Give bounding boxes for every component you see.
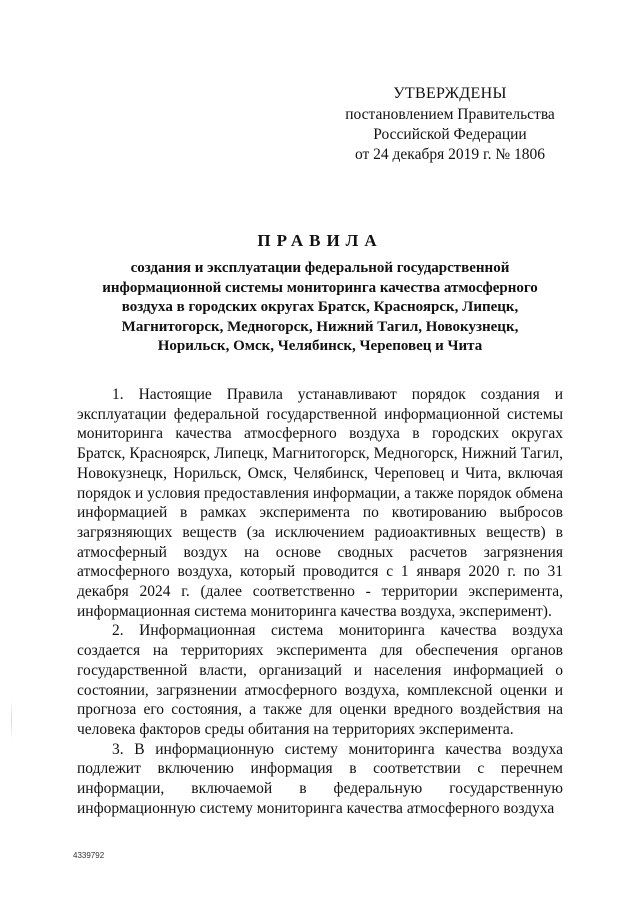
paragraph-2: 2. Информационная система мониторинга качества воздуха создается на территориях эксперимента для обеспечения органов государственной власти, организаций и населения информацией о состоянии, загрязнении атмосферного воздуха, комплексной оценки и прогноза его состояния, а также для оценки вредного воздействия на человека факторов среды обитания на территориях эксперимента. [77, 622, 563, 738]
document-body [77, 385, 563, 818]
paragraph-1: 1. Настоящие Правила устанавливают порядок создания и эксплуатации федеральной государственной информационной системы мониторинга качества атмосферного воздуха в городских округах Братск, Красноярск, Липецк, Магнитогорск, Медногорск, Нижний Тагил, Новокузнецк, Норильск, Омск, Челябинск, Череповец и Чита, включая порядок и условия предоставления информации, а также порядок обмена информацией в рамках эксперимента по квотированию выбросов загрязняющих веществ (за исключением радиоактивных веществ) в атмосферный воздух на основе сводных расчетов загрязнения атмосферного воздуха, который проводится с 1 января 2020 г. по 31 декабря 2024 г. (далее соответственно - территории эксперимента, информационная система мониторинга качества воздуха, эксперимент). [77, 386, 563, 620]
scan-artifact [11, 700, 12, 740]
document-title: ПРАВИЛА [257, 231, 383, 250]
approval-line-1: постановлением Правительства [345, 106, 555, 123]
document-number: 4339792 [73, 851, 105, 860]
approval-stamp [330, 84, 570, 165]
document-subtitle: создания и эксплуатации федеральной государственной информационной системы мониторинга качества атмосферного воздуха в городских округах Братск, Красноярск, Липецк, Магнитогорск, Медногорск, Нижний Тагил, Новокузнецк, Норильск, Омск, Челябинск, Череповец и Чита [102, 260, 538, 354]
approval-line-2: Российской Федерации [373, 126, 527, 143]
approved-heading: УТВЕРЖДЕНЫ [393, 85, 507, 102]
approval-line-3: от 24 декабря 2019 г. № 1806 [354, 146, 546, 163]
paragraph-3: 3. В информационную систему мониторинга качества воздуха подлежит включению информация в соответствии с перечнем информации, включаемой в федеральную государственную информационную систему мониторинга качества атмосферного воздуха [77, 740, 563, 817]
